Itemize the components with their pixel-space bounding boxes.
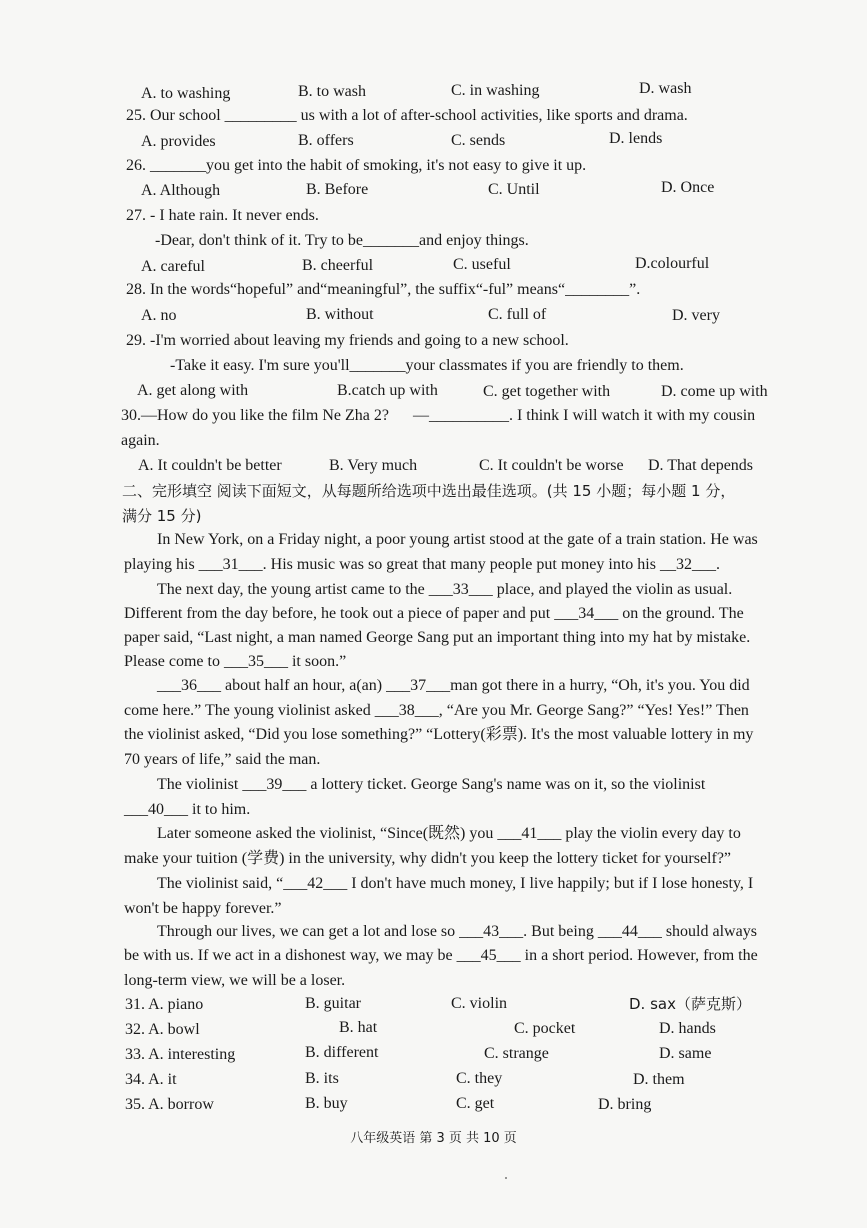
q34-option-d: D. them bbox=[633, 1071, 685, 1088]
passage-line-14: make your tuition (学费) in the university, why didn't you keep the lottery ticket for yourself?” bbox=[124, 850, 732, 867]
q34-option-b: B. its bbox=[305, 1070, 339, 1087]
q31-option-a: 31. A. piano bbox=[125, 996, 204, 1013]
passage-line-4: Different from the day before, he took out a piece of paper and put ___34___ on the ground. The bbox=[124, 605, 744, 622]
q28-option-d: D. very bbox=[672, 307, 720, 324]
q25-option-b: B. offers bbox=[298, 132, 354, 149]
q35-option-d: D. bring bbox=[598, 1096, 652, 1113]
q27-stem: 27. - I hate rain. It never ends. bbox=[126, 207, 319, 224]
scan-speck bbox=[505, 1177, 507, 1179]
q30-stem-cont: again. bbox=[121, 432, 160, 449]
section2-heading: 二、完形填空 阅读下面短文，从每题所给选项中选出最佳选项。(共 15 小题；每小题 1 分， bbox=[122, 482, 736, 500]
q27-option-c: C. useful bbox=[453, 256, 511, 273]
q26-option-c: C. Until bbox=[488, 181, 540, 198]
q29-option-b: B.catch up with bbox=[337, 382, 438, 399]
q32-option-d: D. hands bbox=[659, 1020, 716, 1037]
q26-option-b: B. Before bbox=[306, 181, 369, 198]
q32-option-c: C. pocket bbox=[514, 1020, 576, 1037]
page-footer: 八年级英语 第 3 页 共 10 页 bbox=[350, 1131, 517, 1146]
passage-line-6: Please come to ___35___ it soon.” bbox=[124, 653, 347, 670]
q24-option-b: B. to wash bbox=[298, 83, 366, 100]
q30-option-d: D. That depends bbox=[648, 457, 754, 474]
q29-option-d: D. come up with bbox=[661, 383, 768, 400]
q28-option-c: C. full of bbox=[488, 306, 547, 323]
q35-option-a: 35. A. borrow bbox=[125, 1096, 214, 1113]
passage-line-15: The violinist said, “___42___ I don't have much money, I live happily; but if I lose honesty, I bbox=[157, 875, 754, 892]
q28-option-b: B. without bbox=[306, 306, 374, 323]
q25-stem: 25. Our school _________ us with a lot of after-school activities, like sports and drama. bbox=[126, 107, 688, 124]
passage-line-1: In New York, on a Friday night, a poor young artist stood at the gate of a train station. He was bbox=[157, 531, 758, 548]
q24-option-c: C. in washing bbox=[451, 82, 540, 99]
q27-option-b: B. cheerful bbox=[302, 257, 374, 274]
q26-stem: 26. _______you get into the habit of smoking, it's not easy to give it up. bbox=[126, 157, 587, 174]
passage-line-12: ___40___ it to him. bbox=[124, 801, 251, 818]
passage-line-9: the violinist asked, “Did you lose something?” “Lottery(彩票). It's the most valuable lottery in my bbox=[124, 726, 754, 743]
q34-option-c: C. they bbox=[456, 1070, 503, 1087]
q29-stem: 29. -I'm worried about leaving my friends and going to a new school. bbox=[126, 332, 569, 349]
q32-option-b: B. hat bbox=[339, 1019, 378, 1036]
q26-option-d: D. Once bbox=[661, 179, 715, 196]
q33-option-a: 33. A. interesting bbox=[125, 1046, 236, 1063]
passage-line-7: ___36___ about half an hour, a(an) ___37___man got there in a hurry, “Oh, it's you. You did bbox=[157, 677, 750, 694]
passage-line-17: Through our lives, we can get a lot and lose so ___43___. But being ___44___ should always bbox=[157, 923, 757, 940]
q33-option-b: B. different bbox=[305, 1044, 379, 1061]
passage-line-19: long-term view, we will be a loser. bbox=[124, 972, 346, 989]
passage-line-10: 70 years of life,” said the man. bbox=[124, 751, 321, 768]
passage-line-3: The next day, the young artist came to the ___33___ place, and played the violin as usual. bbox=[157, 581, 733, 598]
section2-heading-cont: 满分 15 分) bbox=[122, 507, 202, 525]
q30-stem: 30.—How do you like the film Ne Zha 2? —__________. I think I will watch it with my cousin bbox=[121, 407, 756, 424]
q25-option-c: C. sends bbox=[451, 132, 506, 149]
q30-option-c: C. It couldn't be worse bbox=[479, 457, 624, 474]
q27-stem-reply: -Dear, don't think of it. Try to be_______and enjoy things. bbox=[155, 232, 529, 249]
passage-line-18: be with us. If we act in a dishonest way, we may be ___45___ in a short period. However, from the bbox=[124, 947, 758, 964]
q30-option-a: A. It couldn't be better bbox=[138, 457, 282, 474]
passage-line-8: come here.” The young violinist asked ___38___, “Are you Mr. George Sang?” “Yes! Yes!” Then bbox=[124, 702, 749, 719]
q26-option-a: A. Although bbox=[141, 182, 221, 199]
q31-option-c: C. violin bbox=[451, 995, 508, 1012]
q24-option-a: A. to washing bbox=[141, 85, 231, 102]
q31-option-d: D. sax（萨克斯） bbox=[629, 995, 751, 1013]
q33-option-c: C. strange bbox=[484, 1045, 549, 1062]
q27-option-a: A. careful bbox=[141, 258, 205, 275]
q32-option-a: 32. A. bowl bbox=[125, 1021, 200, 1038]
q27-option-d: D.colourful bbox=[635, 255, 710, 272]
passage-line-5: paper said, “Last night, a man named George Sang put an important thing into my hat by mistake. bbox=[124, 629, 751, 646]
q29-stem-reply: -Take it easy. I'm sure you'll_______your classmates if you are friendly to them. bbox=[170, 357, 684, 374]
q25-option-a: A. provides bbox=[141, 133, 216, 150]
q30-option-b: B. Very much bbox=[329, 457, 418, 474]
q35-option-c: C. get bbox=[456, 1095, 495, 1112]
q28-option-a: A. no bbox=[141, 307, 177, 324]
q29-option-a: A. get along with bbox=[137, 382, 249, 399]
passage-line-11: The violinist ___39___ a lottery ticket. George Sang's name was on it, so the violinist bbox=[157, 776, 706, 793]
passage-line-13: Later someone asked the violinist, “Since(既然) you ___41___ play the violin every day to bbox=[157, 825, 741, 842]
q25-option-d: D. lends bbox=[609, 130, 663, 147]
passage-line-2: playing his ___31___. His music was so great that many people put money into his __32___. bbox=[124, 556, 720, 573]
q34-option-a: 34. A. it bbox=[125, 1071, 177, 1088]
q33-option-d: D. same bbox=[659, 1045, 712, 1062]
q31-option-b: B. guitar bbox=[305, 995, 361, 1012]
q35-option-b: B. buy bbox=[305, 1095, 348, 1112]
q29-option-c: C. get together with bbox=[483, 383, 611, 400]
q24-option-d: D. wash bbox=[639, 80, 692, 97]
passage-line-16: won't be happy forever.” bbox=[124, 900, 282, 917]
q28-stem: 28. In the words“hopeful” and“meaningful”, the suffix“-ful” means“________”. bbox=[126, 281, 641, 298]
